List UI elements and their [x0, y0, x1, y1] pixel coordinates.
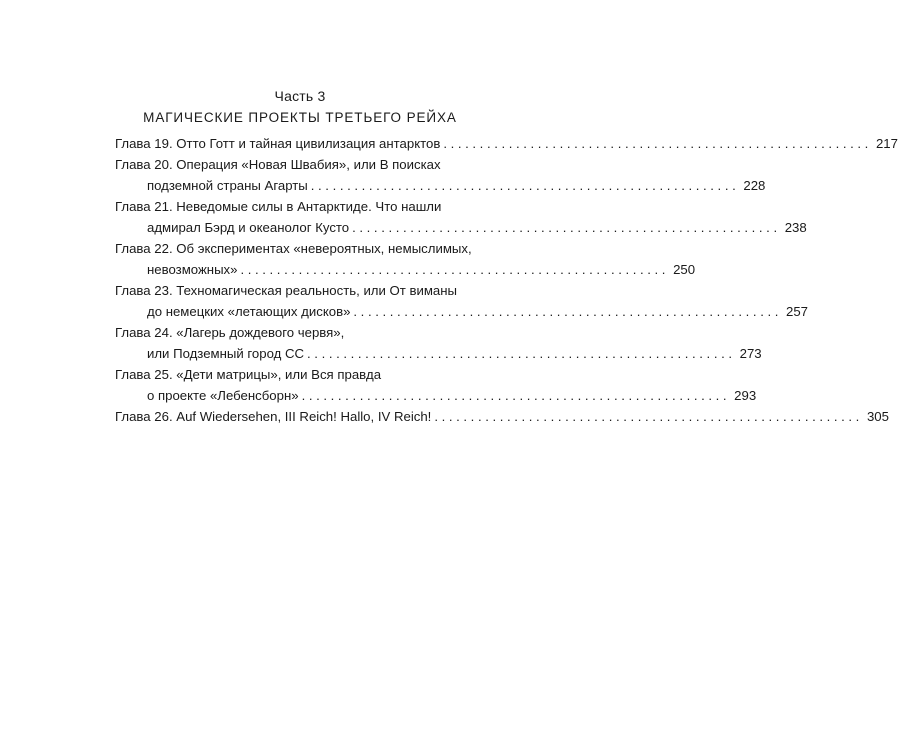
toc-entry-text-continued: о проекте «Лебенсборн» — [147, 388, 299, 403]
toc-entry-text: Глава 20. Операция «Новая Швабия», или В поисках — [115, 157, 441, 172]
toc-entry-text-continued: адмирал Бэрд и океанолог Кусто — [147, 220, 350, 235]
part-title: Часть 3 — [274, 88, 326, 104]
page-number: 273 — [739, 346, 762, 361]
toc-entry-text: Глава 23. Техномагическая реальность, или От виманы — [115, 283, 458, 298]
toc-entry-text-continued: или Подземный город СС — [147, 346, 305, 361]
dot-leader: ........................................................... — [310, 178, 740, 193]
toc-entry-text-continued: невозможных» — [147, 262, 238, 277]
toc-entry-chapter-23 — [115, 280, 809, 322]
dot-leader: ........................................................... — [307, 346, 736, 361]
toc-entry-text: Глава 25. «Дети матрицы», или Вся правда — [115, 367, 382, 382]
toc-entry-text: Глава 19. Отто Готт и тайная цивилизация антарктов — [115, 136, 441, 151]
table-of-contents — [115, 133, 898, 427]
page-number: 305 — [866, 409, 889, 424]
page-number: 250 — [673, 262, 696, 277]
section-title: МАГИЧЕСКИЕ ПРОЕКТЫ ТРЕТЬЕГО РЕЙХА — [143, 110, 457, 125]
toc-entry-text: Глава 21. Неведомые силы в Антарктиде. Что нашли — [115, 199, 442, 214]
toc-entry-chapter-26 — [115, 406, 889, 427]
page-number: 217 — [875, 136, 898, 151]
toc-entry-text-continued: подземной страны Агарты — [147, 178, 308, 193]
toc-entry-chapter-19 — [115, 133, 898, 154]
toc-entry-chapter-22 — [115, 238, 696, 280]
dot-leader: ........................................................... — [240, 262, 670, 277]
page-number: 238 — [784, 220, 807, 235]
dot-leader: ........................................................... — [353, 304, 782, 319]
dot-leader: ........................................................... — [443, 136, 872, 151]
toc-entry-text: Глава 24. «Лагерь дождевого червя», — [115, 325, 345, 340]
toc-entry-text: Глава 22. Об экспериментах «невероятных, немыслимых, — [115, 241, 472, 256]
page-number: 293 — [734, 388, 757, 403]
toc-entry-chapter-24 — [115, 322, 762, 364]
page-number: 228 — [743, 178, 766, 193]
toc-entry-chapter-20 — [115, 154, 766, 196]
toc-entry-chapter-25 — [115, 364, 757, 406]
toc-entry-text: Глава 26. Auf Wiedersehen, III Reich! Hallo, IV Reich! — [115, 409, 432, 424]
toc-entry-text-continued: до немецких «летающих дисков» — [147, 304, 351, 319]
toc-entry-chapter-21 — [115, 196, 807, 238]
dot-leader: ........................................................... — [352, 220, 781, 235]
dot-leader: ........................................................... — [301, 388, 731, 403]
dot-leader: ........................................................... — [434, 409, 863, 424]
page-number: 257 — [786, 304, 809, 319]
